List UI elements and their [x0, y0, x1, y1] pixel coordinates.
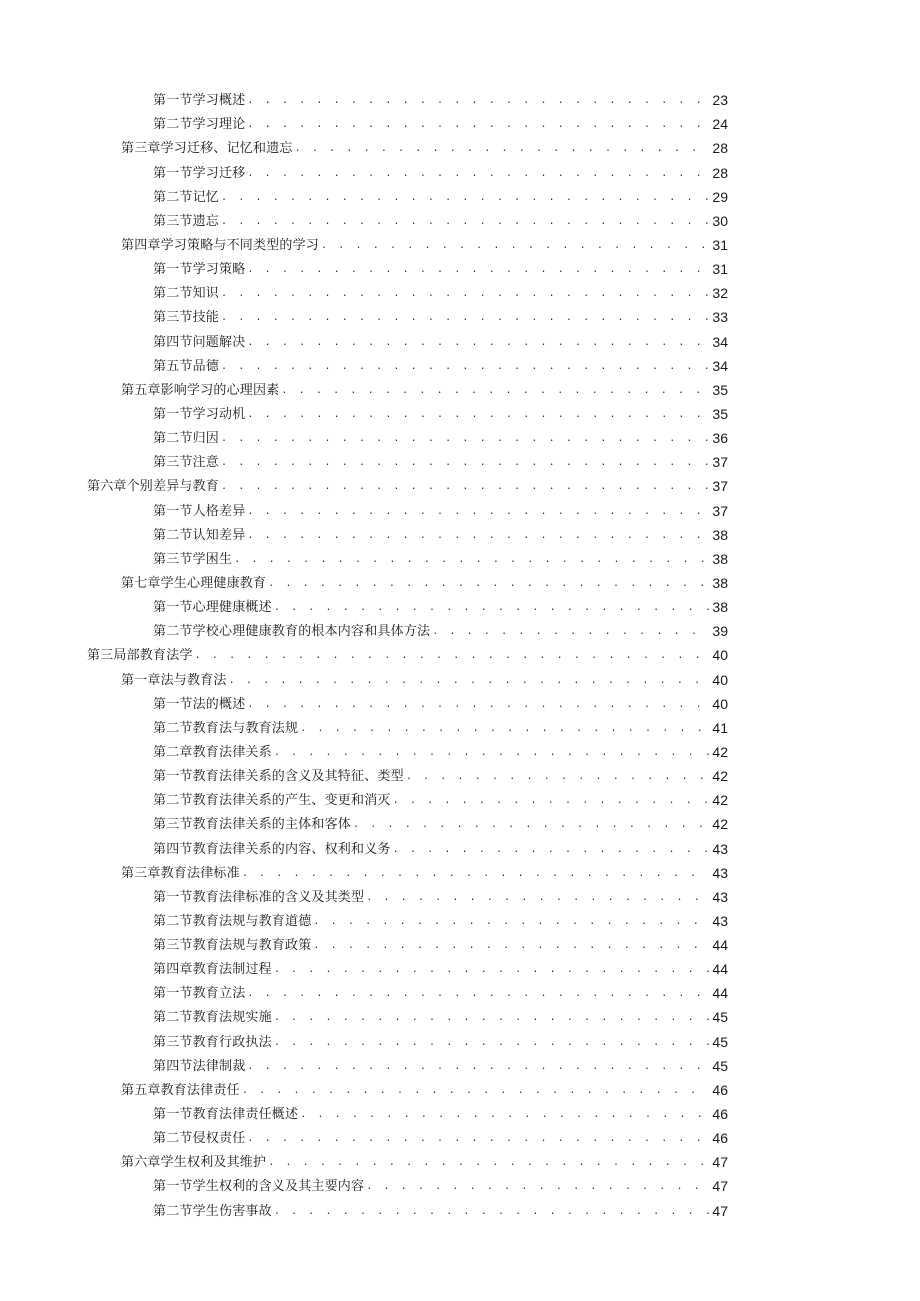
toc-page-number: 44	[709, 938, 728, 952]
toc-entry-title: 第四章学习策略与不同类型的学习	[121, 237, 320, 253]
toc-entry-title: 第二节教育法规实施	[153, 1010, 272, 1026]
toc-dot-leader	[247, 1130, 724, 1148]
toc-page-number: 35	[709, 407, 728, 421]
toc-entry[interactable]	[0, 231, 920, 255]
toc-dot-leader	[321, 237, 724, 255]
toc-page-number: 47	[709, 1179, 728, 1193]
toc-dot-leader	[242, 865, 724, 883]
toc-entry[interactable]	[0, 786, 920, 810]
toc-dot-leader	[393, 792, 724, 810]
toc-page-number: 47	[709, 1204, 728, 1218]
toc-dot-leader	[247, 985, 724, 1003]
toc-entry-title: 第三节教育行政执法	[153, 1034, 272, 1050]
toc-entry[interactable]	[0, 690, 920, 714]
toc-dot-leader	[393, 841, 724, 859]
toc-dot-leader	[295, 140, 724, 158]
toc-dot-leader	[274, 1009, 724, 1027]
toc-page-number: 38	[709, 600, 728, 614]
toc-page-number: 38	[709, 528, 728, 542]
toc-page-number: 37	[709, 504, 728, 518]
toc-entry[interactable]	[0, 617, 920, 641]
toc-entry[interactable]	[0, 424, 920, 448]
toc-entry-title: 第二节记忆	[153, 189, 220, 205]
toc-entry[interactable]	[0, 1124, 920, 1148]
toc-dot-leader	[274, 599, 724, 617]
toc-entry[interactable]	[0, 1052, 920, 1076]
toc-dot-leader	[274, 1034, 724, 1052]
toc-entry-title: 第三节教育法规与教育政策	[153, 938, 312, 954]
toc-entry[interactable]	[0, 207, 920, 231]
toc-entry[interactable]	[0, 158, 920, 182]
toc-entry[interactable]	[0, 1003, 920, 1027]
toc-entry[interactable]	[0, 907, 920, 931]
toc-entry-title: 第二节侵权责任	[153, 1131, 246, 1147]
toc-entry[interactable]	[0, 979, 920, 1003]
toc-dot-leader	[247, 92, 724, 110]
toc-page-number: 42	[709, 769, 728, 783]
toc-page-number: 33	[709, 310, 728, 324]
toc-entry[interactable]	[0, 810, 920, 834]
toc-dot-leader	[221, 478, 724, 496]
toc-page-number: 45	[709, 1059, 728, 1073]
toc-dot-leader	[353, 816, 724, 834]
toc-entry-title: 第五节品德	[153, 358, 220, 374]
toc-entry[interactable]	[0, 496, 920, 520]
toc-entry[interactable]	[0, 834, 920, 858]
toc-dot-leader	[247, 116, 724, 134]
toc-entry[interactable]	[0, 738, 920, 762]
toc-page-number: 34	[709, 359, 728, 373]
toc-entry-title: 第三章教育法律标准	[121, 865, 240, 881]
toc-dot-leader	[432, 623, 724, 641]
toc-dot-leader	[242, 1082, 724, 1100]
toc-entry-title: 第六章个别差异与教育	[87, 479, 220, 495]
toc-entry-title: 第一章法与教育法	[121, 672, 227, 688]
toc-dot-leader	[247, 334, 724, 352]
toc-entry[interactable]	[0, 1148, 920, 1172]
toc-entry[interactable]	[0, 1076, 920, 1100]
toc-entry-title: 第二章教育法律关系	[153, 744, 272, 760]
toc-entry-title: 第一节教育法律责任概述	[153, 1107, 299, 1123]
toc-page-number: 31	[709, 238, 728, 252]
toc-entry[interactable]	[0, 400, 920, 424]
toc-page-number: 39	[709, 624, 728, 638]
toc-entry-title: 第七章学生心理健康教育	[121, 575, 267, 591]
toc-dot-leader	[313, 937, 724, 955]
toc-page-number: 37	[709, 479, 728, 493]
toc-dot-leader	[247, 503, 724, 521]
toc-dot-leader	[268, 1154, 724, 1172]
toc-entry-title: 第二节教育法规与教育道德	[153, 913, 312, 929]
toc-page-number: 44	[709, 986, 728, 1000]
toc-dot-leader	[268, 575, 724, 593]
toc-entry-title: 第四节教育法律关系的内容、权利和义务	[153, 841, 391, 857]
toc-entry-title: 第一节学习概述	[153, 93, 246, 109]
toc-entry[interactable]	[0, 472, 920, 496]
toc-entry-title: 第三节注意	[153, 455, 220, 471]
toc-entry[interactable]	[0, 352, 920, 376]
toc-page-number: 28	[709, 141, 728, 155]
toc-entry[interactable]	[0, 327, 920, 351]
toc-page-number: 35	[709, 383, 728, 397]
table-of-contents	[0, 86, 920, 1221]
toc-entry-title: 第四章教育法制过程	[153, 962, 272, 978]
toc-entry[interactable]	[0, 859, 920, 883]
toc-dot-leader	[300, 720, 724, 738]
toc-page-number: 34	[709, 335, 728, 349]
toc-dot-leader	[300, 1106, 724, 1124]
toc-dot-leader	[406, 768, 724, 786]
toc-entry[interactable]	[0, 303, 920, 327]
toc-dot-leader	[195, 647, 724, 665]
toc-page-number: 47	[709, 1155, 728, 1169]
toc-page-number: 28	[709, 166, 728, 180]
toc-dot-leader	[221, 430, 724, 448]
toc-page-number: 45	[709, 1010, 728, 1024]
toc-entry-title: 第二节学习理论	[153, 117, 246, 133]
toc-dot-leader	[281, 382, 724, 400]
toc-entry[interactable]	[0, 665, 920, 689]
toc-entry[interactable]	[0, 255, 920, 279]
toc-page-number: 41	[709, 721, 728, 735]
toc-entry-title: 第三章学习迁移、记忆和遗忘	[121, 141, 293, 157]
toc-entry-title: 第六章学生权利及其维护	[121, 1155, 267, 1171]
toc-entry[interactable]	[0, 86, 920, 110]
toc-entry[interactable]	[0, 714, 920, 738]
toc-page-number: 46	[709, 1083, 728, 1097]
toc-page-number: 32	[709, 286, 728, 300]
toc-entry-title: 第一节学习迁移	[153, 165, 246, 181]
toc-dot-leader	[313, 913, 724, 931]
toc-entry-title: 第三节教育法律关系的主体和客体	[153, 817, 352, 833]
toc-entry[interactable]	[0, 376, 920, 400]
toc-entry-title: 第二节认知差异	[153, 527, 246, 543]
toc-dot-leader	[366, 889, 724, 907]
toc-entry-title: 第二节教育法律关系的产生、变更和消灭	[153, 793, 391, 809]
toc-entry-title: 第一节学习动机	[153, 406, 246, 422]
toc-entry[interactable]	[0, 1196, 920, 1220]
toc-dot-leader	[274, 744, 724, 762]
toc-page-number: 46	[709, 1131, 728, 1145]
toc-dot-leader	[274, 961, 724, 979]
toc-entry[interactable]	[0, 1100, 920, 1124]
toc-entry[interactable]	[0, 955, 920, 979]
toc-entry-title: 第五章教育法律责任	[121, 1082, 240, 1098]
toc-dot-leader	[221, 213, 724, 231]
toc-page-number: 38	[709, 552, 728, 566]
toc-dot-leader	[221, 189, 724, 207]
toc-entry[interactable]	[0, 641, 920, 665]
toc-dot-leader	[234, 551, 724, 569]
toc-entry[interactable]	[0, 134, 920, 158]
toc-dot-leader	[366, 1178, 724, 1196]
toc-page-number: 37	[709, 455, 728, 469]
toc-entry-title: 第二节归因	[153, 431, 220, 447]
toc-entry-title: 第一节教育法律标准的含义及其类型	[153, 889, 365, 905]
toc-entry-title: 第一节法的概述	[153, 696, 246, 712]
toc-entry[interactable]	[0, 279, 920, 303]
toc-page-number: 42	[709, 793, 728, 807]
toc-entry-title: 第一节教育立法	[153, 986, 246, 1002]
toc-page-number: 29	[709, 190, 728, 204]
toc-entry[interactable]	[0, 593, 920, 617]
toc-entry[interactable]	[0, 521, 920, 545]
toc-page-number: 43	[709, 890, 728, 904]
toc-entry-title: 第三节遗忘	[153, 213, 220, 229]
toc-dot-leader	[229, 672, 724, 690]
toc-page-number: 30	[709, 214, 728, 228]
toc-page-number: 40	[709, 697, 728, 711]
toc-entry[interactable]	[0, 883, 920, 907]
toc-page-number: 36	[709, 431, 728, 445]
toc-page-number: 43	[709, 842, 728, 856]
toc-entry-title: 第三局部教育法学	[87, 648, 193, 664]
toc-page-number: 31	[709, 262, 728, 276]
toc-entry[interactable]	[0, 183, 920, 207]
toc-entry[interactable]	[0, 1027, 920, 1051]
toc-entry[interactable]	[0, 569, 920, 593]
toc-entry-title: 第二节教育法与教育法规	[153, 720, 299, 736]
toc-entry-title: 第二节知识	[153, 286, 220, 302]
toc-dot-leader	[221, 285, 724, 303]
toc-dot-leader	[247, 527, 724, 545]
toc-dot-leader	[247, 406, 724, 424]
toc-dot-leader	[247, 165, 724, 183]
toc-page-number: 40	[709, 648, 728, 662]
toc-entry-title: 第四节问题解决	[153, 334, 246, 350]
toc-page-number: 23	[709, 93, 728, 107]
toc-entry-title: 第二节学校心理健康教育的根本内容和具体方法	[153, 624, 431, 640]
toc-page-number: 40	[709, 673, 728, 687]
toc-entry[interactable]	[0, 931, 920, 955]
toc-page-number: 42	[709, 817, 728, 831]
toc-entry-title: 第三节学困生	[153, 551, 233, 567]
toc-page-number: 42	[709, 745, 728, 759]
toc-page-number: 44	[709, 962, 728, 976]
toc-page-number: 46	[709, 1107, 728, 1121]
toc-entry[interactable]	[0, 545, 920, 569]
toc-dot-leader	[221, 358, 724, 376]
toc-page-number: 24	[709, 117, 728, 131]
toc-entry-title: 第一节人格差异	[153, 503, 246, 519]
toc-page-number: 43	[709, 866, 728, 880]
toc-dot-leader	[247, 261, 724, 279]
toc-dot-leader	[221, 454, 724, 472]
toc-dot-leader	[247, 1058, 724, 1076]
toc-entry-title: 第三节技能	[153, 310, 220, 326]
toc-entry-title: 第一节教育法律关系的含义及其特征、类型	[153, 769, 404, 785]
toc-dot-leader	[274, 1203, 724, 1221]
toc-dot-leader	[221, 309, 724, 327]
toc-entry-title: 第二节学生伤害事故	[153, 1203, 272, 1219]
toc-entry[interactable]	[0, 1172, 920, 1196]
toc-entry-title: 第五章影响学习的心理因素	[121, 382, 280, 398]
toc-entry[interactable]	[0, 448, 920, 472]
toc-page-number: 43	[709, 914, 728, 928]
toc-entry[interactable]	[0, 110, 920, 134]
toc-page-number: 38	[709, 576, 728, 590]
toc-page-number: 45	[709, 1035, 728, 1049]
toc-entry-title: 第一节学生权利的含义及其主要内容	[153, 1179, 365, 1195]
toc-entry[interactable]	[0, 762, 920, 786]
toc-entry-title: 第一节学习策略	[153, 262, 246, 278]
toc-entry-title: 第一节心理健康概述	[153, 600, 272, 616]
toc-entry-title: 第四节法律制裁	[153, 1058, 246, 1074]
toc-dot-leader	[247, 696, 724, 714]
